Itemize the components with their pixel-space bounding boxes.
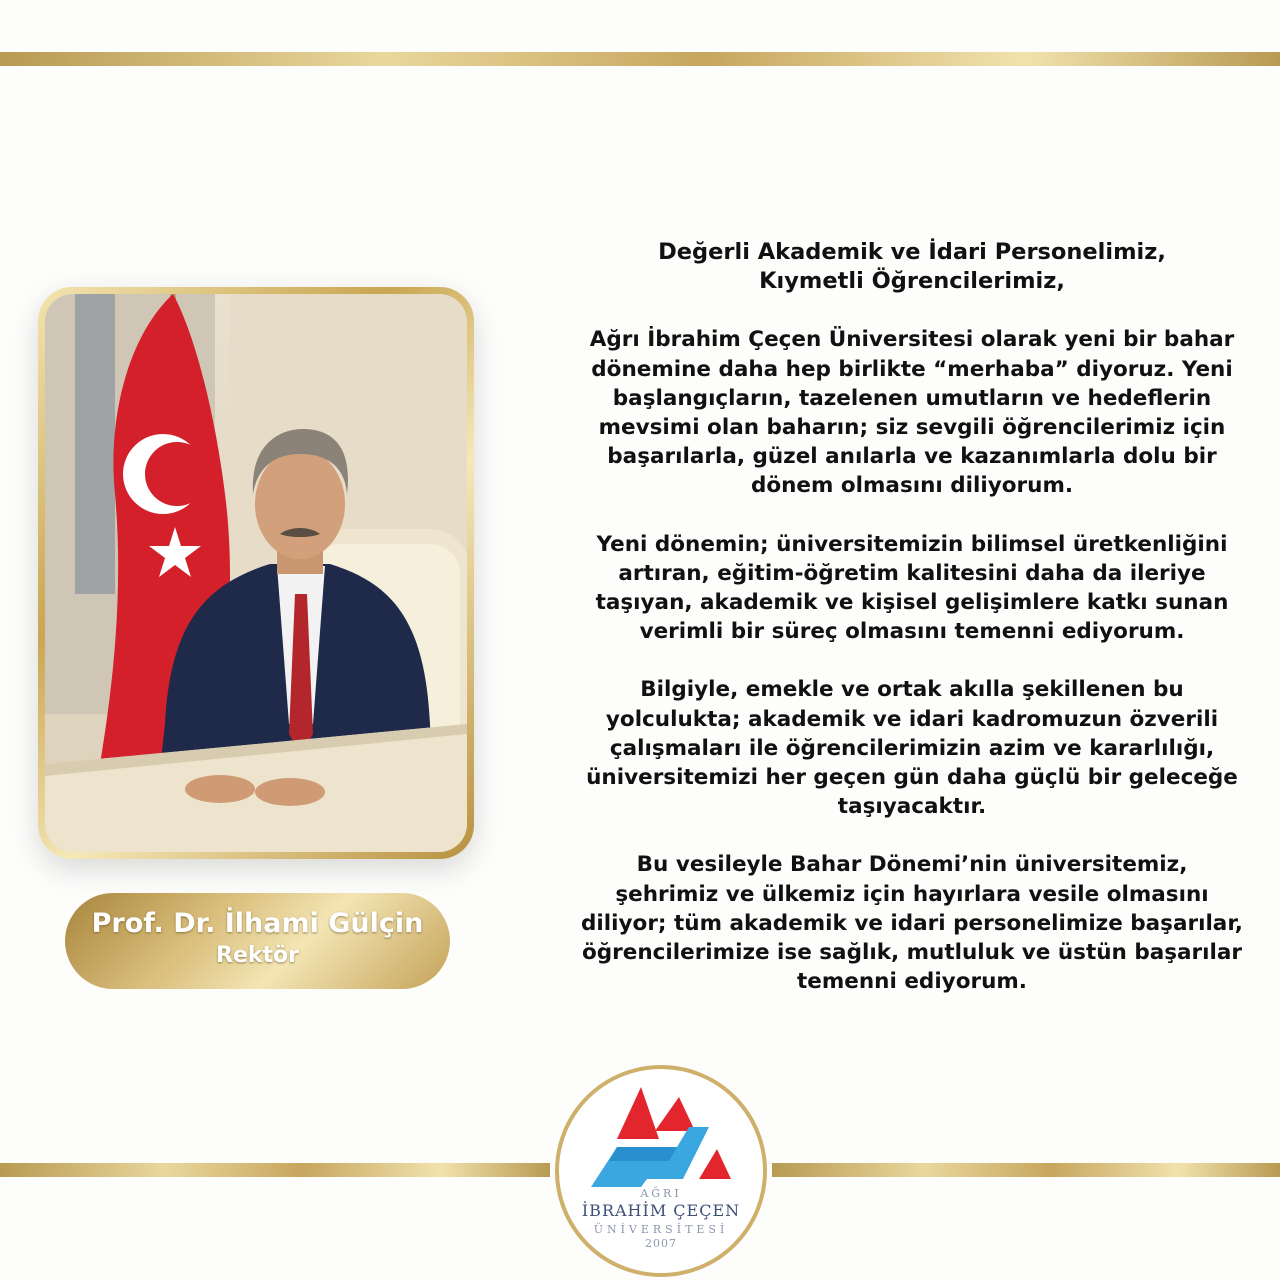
text-line: temenni ediyorum.: [797, 969, 1027, 995]
logo-name-text: İBRAHİM ÇEÇEN: [581, 1201, 741, 1220]
bottom-gold-bar-left: [0, 1163, 550, 1177]
text-line: taşıyacaktır.: [837, 794, 987, 820]
logo-city-text: AĞRI: [640, 1187, 682, 1200]
greeting-line-2: Kıymetli Öğrencilerimiz,: [759, 268, 1065, 295]
text-line: başarılarla, güzel anılarla ve kazanımlarla dolu bir: [607, 444, 1217, 470]
bottom-gold-bar-right: [772, 1163, 1280, 1177]
rector-message: [556, 238, 1268, 996]
rector-title: Rektör: [216, 943, 299, 968]
text-line: diliyor; tüm akademik ve idari personelimize başarılar,: [581, 910, 1243, 936]
greeting-line-1: Değerli Akademik ve İdari Personelimiz,: [658, 239, 1166, 265]
rector-portrait-frame: [38, 287, 474, 859]
text-line: taşıyan, akademik ve kişisel gelişimlere katkı sunan: [595, 590, 1229, 616]
rector-name: Prof. Dr. İlhami Gülçin: [91, 908, 424, 939]
rector-name-plate: [65, 893, 450, 989]
logo-year-text: 2007: [645, 1237, 677, 1250]
text-line: dönemine daha hep birlikte “merhaba” diyoruz. Yeni: [591, 356, 1233, 382]
text-line: Bu vesileyle Bahar Dönemi’nin üniversitemiz,: [636, 852, 1188, 878]
text-line: artıran, eğitim-öğretim kalitesini daha da ileriye: [618, 560, 1206, 586]
text-line: mevsimi olan baharın; siz sevgili öğrencilerimiz için: [598, 415, 1226, 441]
message-paragraph-4: [556, 850, 1268, 996]
text-line: Yeni dönemin; üniversitemizin bilimsel üretkenliğini: [596, 531, 1228, 557]
message-paragraph-1: [556, 325, 1268, 500]
text-line: dönem olmasını diliyorum.: [750, 473, 1074, 499]
text-line: üniversitemizi her geçen gün daha güçlü bir geleceğe: [586, 765, 1238, 791]
university-logo: [555, 1065, 767, 1277]
text-line: yolculukta; akademik ve idari kadromuzun özverili: [605, 706, 1219, 732]
text-line: Bilgiyle, emekle ve ortak akılla şekillenen bu: [640, 677, 1184, 703]
logo-university-text: ÜNİVERSİTESİ: [593, 1223, 729, 1236]
text-line: öğrencilerimize ise sağlık, mutluluk ve üstün başarılar: [581, 940, 1242, 966]
text-line: şehrimiz ve ülkemiz için hayırlara vesile olmasını: [615, 881, 1209, 907]
text-line: çalışmaları ile öğrencilerimizin azim ve kararlılığı,: [609, 735, 1215, 761]
text-line: verimli bir süreç olmasını temenni ediyorum.: [639, 619, 1185, 645]
portrait-illustration: [45, 294, 467, 852]
message-paragraph-2: [556, 530, 1268, 647]
message-paragraph-3: [556, 675, 1268, 821]
text-line: Ağrı İbrahim Çeçen Üniversitesi olarak yeni bir bahar: [589, 327, 1235, 353]
top-gold-bar: [0, 52, 1280, 66]
text-line: başlangıçların, tazelenen umutların ve hedeflerin: [612, 385, 1212, 411]
rector-portrait-photo: [45, 294, 467, 852]
